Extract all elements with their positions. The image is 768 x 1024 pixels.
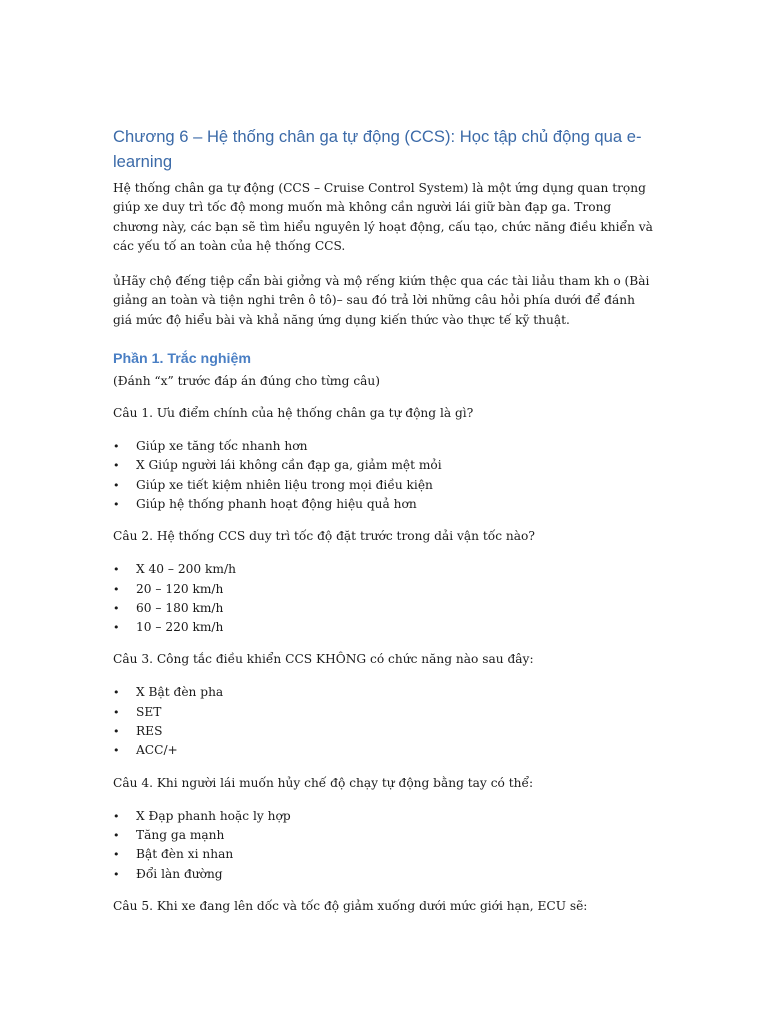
paragraph-spacer <box>113 256 653 272</box>
bullet-icon: • <box>113 809 120 823</box>
option-item <box>113 476 653 495</box>
option-text: Giúp xe tăng tốc nhanh hơn <box>136 439 308 454</box>
bullet-icon: • <box>113 621 120 635</box>
section-1-instruction: (Đánh “x” trước đáp án đúng cho từng câu) <box>113 374 381 389</box>
bullet-icon: • <box>113 497 120 511</box>
option-item <box>113 580 653 599</box>
option-text: 60 – 180 km/h <box>136 600 224 615</box>
question-block-1 <box>113 404 653 514</box>
question-5-text: Câu 5. Khi xe đang lên dốc và tốc độ giảm xuống dưới mức giới hạn, ECU sẽ: <box>113 898 588 913</box>
option-text: Giúp hệ thống phanh hoạt động hiệu quả hơn <box>136 496 417 511</box>
bullet-icon: • <box>113 705 120 719</box>
intro-paragraph: Hệ thống chân ga tự động (CCS – Cruise Control System) là một ứng dụng quan trọng giúp xe duy trì tốc độ mong muốn mà không cần người lái giữ bàn đạp ga. Trong chương này, các bạn sẽ tìm hiểu nguyên lý hoạt động, cấu tạo, chức năng điều khiển và các yếu tố an toàn của hệ thống CCS. <box>113 181 653 253</box>
option-text: X Giúp người lái không cần đạp ga, giảm mệt mỏi <box>136 458 442 473</box>
bullet-icon: • <box>113 725 120 739</box>
option-item <box>113 437 653 456</box>
question-block-4 <box>113 774 653 884</box>
bullet-icon: • <box>113 440 120 454</box>
bullet-icon: • <box>113 582 120 596</box>
option-item <box>113 807 653 826</box>
option-text: 20 – 120 km/h <box>136 581 224 596</box>
question-1-text: Câu 1. Ưu điểm chính của hệ thống chân ga tự động là gì? <box>113 406 474 421</box>
task-paragraph: ủHãy chộ đếng tiệp cẩn bài giởng và mộ rếng kiứn thệc qua các tài liảu tham kh o (Bài giảng an toàn và tiện nghi trên ô tô)– sau đó trả lời những câu hỏi phía dưới để đánh giá mức độ hiểu bài và khả năng ứng dụng kiến thức vào thực tế kỹ thuật. <box>113 274 650 327</box>
option-item <box>113 495 653 514</box>
bullet-icon: • <box>113 601 120 615</box>
option-item <box>113 845 653 864</box>
bullet-icon: • <box>113 563 120 577</box>
option-text: Giúp xe tiết kiệm nhiên liệu trong mọi điều kiện <box>136 477 433 492</box>
option-text: RES <box>136 724 163 739</box>
option-text: Tăng ga mạnh <box>136 827 225 842</box>
document-page <box>113 124 653 916</box>
option-text: X Đạp phanh hoặc ly hợp <box>136 808 291 823</box>
option-text: 10 – 220 km/h <box>136 620 224 635</box>
section-1-heading: Phần 1. Trắc nghiệm <box>113 351 251 368</box>
question-3-text: Câu 3. Công tắc điều khiển CCS KHÔNG có chức năng nào sau đây: <box>113 652 534 667</box>
option-text: X 40 – 200 km/h <box>136 562 236 577</box>
bullet-icon: • <box>113 478 120 492</box>
option-item <box>113 618 653 637</box>
bullet-icon: • <box>113 828 120 842</box>
option-item <box>113 826 653 845</box>
bullet-icon: • <box>113 867 120 881</box>
option-text: SET <box>136 704 162 719</box>
option-text: X Bật đèn pha <box>136 685 224 700</box>
option-text: ACC/+ <box>136 743 178 758</box>
option-item <box>113 703 653 722</box>
option-item <box>113 741 653 760</box>
bullet-icon: • <box>113 848 120 862</box>
option-item <box>113 560 653 579</box>
bullet-icon: • <box>113 744 120 758</box>
chapter-title: Chương 6 – Hệ thống chân ga tự động (CCS): Học tập chủ động qua e-learning <box>113 127 642 171</box>
question-block-5 <box>113 897 653 916</box>
question-block-3 <box>113 650 653 760</box>
option-item <box>113 683 653 702</box>
bullet-icon: • <box>113 459 120 473</box>
question-2-options <box>113 560 653 637</box>
option-item <box>113 722 653 741</box>
bullet-icon: • <box>113 686 120 700</box>
option-text: Bật đèn xi nhan <box>136 847 234 862</box>
option-item <box>113 456 653 475</box>
question-4-text: Câu 4. Khi người lái muốn hủy chế độ chạy tự động bằng tay có thể: <box>113 775 534 790</box>
question-1-options <box>113 437 653 514</box>
option-item <box>113 599 653 618</box>
question-4-options <box>113 807 653 884</box>
question-2-text: Câu 2. Hệ thống CCS duy trì tốc độ đặt trước trong dải vận tốc nào? <box>113 529 535 544</box>
option-item <box>113 865 653 884</box>
option-text: Đổi làn đường <box>136 866 223 881</box>
question-block-2 <box>113 527 653 637</box>
question-3-options <box>113 683 653 760</box>
